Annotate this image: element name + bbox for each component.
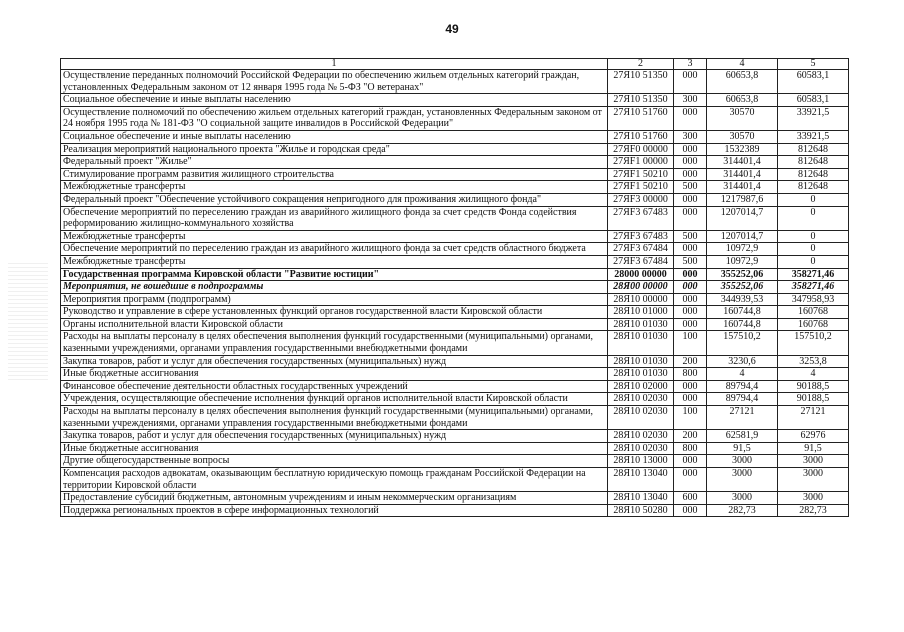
row-code-cell: 27ЯF3 67483 xyxy=(608,230,674,243)
row-value-year2-cell: 60583,1 xyxy=(778,70,849,94)
row-value-year2-cell: 0 xyxy=(778,230,849,243)
row-value-year1-cell: 91,5 xyxy=(707,442,778,455)
row-type-cell: 000 xyxy=(674,281,707,294)
table-row xyxy=(61,281,849,294)
row-value-year1-cell: 30570 xyxy=(707,130,778,143)
row-type-cell: 000 xyxy=(674,143,707,156)
column-header-4: 4 xyxy=(707,59,778,70)
table-row xyxy=(61,504,849,517)
row-type-cell: 200 xyxy=(674,430,707,443)
row-value-year1-cell: 60653,8 xyxy=(707,70,778,94)
row-value-year2-cell: 3000 xyxy=(778,468,849,492)
table-row xyxy=(61,243,849,256)
row-value-year2-cell: 0 xyxy=(778,255,849,268)
row-value-year2-cell: 3000 xyxy=(778,455,849,468)
row-type-cell: 000 xyxy=(674,106,707,130)
row-name-cell: Реализация мероприятий национального проекта "Жилье и городская среда" xyxy=(61,143,608,156)
row-value-year2-cell: 60583,1 xyxy=(778,94,849,107)
row-code-cell: 27ЯF3 00000 xyxy=(608,193,674,206)
row-value-year1-cell: 3230,6 xyxy=(707,355,778,368)
row-value-year2-cell: 0 xyxy=(778,206,849,230)
table-row xyxy=(61,318,849,331)
row-type-cell: 200 xyxy=(674,355,707,368)
row-code-cell: 27Я10 51760 xyxy=(608,130,674,143)
row-name-cell: Иные бюджетные ассигнования xyxy=(61,442,608,455)
table-row xyxy=(61,355,849,368)
row-name-cell: Компенсация расходов адвокатам, оказывающим бесплатную юридическую помощь гражданам Российской Федерации на территории Кировской области xyxy=(61,468,608,492)
row-name-cell: Федеральный проект "Жилье" xyxy=(61,156,608,169)
table-row xyxy=(61,143,849,156)
row-code-cell: 28Я10 02030 xyxy=(608,406,674,430)
row-name-cell: Руководство и управление в сфере установленных функций органов государственной власти Кировской области xyxy=(61,306,608,319)
row-value-year1-cell: 3000 xyxy=(707,492,778,505)
row-type-cell: 000 xyxy=(674,393,707,406)
row-value-year1-cell: 1207014,7 xyxy=(707,206,778,230)
row-code-cell: 28Я10 00000 xyxy=(608,293,674,306)
row-value-year1-cell: 10972,9 xyxy=(707,243,778,256)
row-value-year2-cell: 90188,5 xyxy=(778,380,849,393)
row-value-year1-cell: 62581,9 xyxy=(707,430,778,443)
row-name-cell: Стимулирование программ развития жилищного строительства xyxy=(61,168,608,181)
table-header-row xyxy=(61,59,849,70)
table-row xyxy=(61,255,849,268)
row-value-year1-cell: 1532389 xyxy=(707,143,778,156)
row-name-cell: Другие общегосударственные вопросы xyxy=(61,455,608,468)
row-type-cell: 000 xyxy=(674,206,707,230)
row-type-cell: 000 xyxy=(674,380,707,393)
row-type-cell: 500 xyxy=(674,181,707,194)
row-type-cell: 100 xyxy=(674,406,707,430)
row-name-cell: Мероприятия программ (подпрограмм) xyxy=(61,293,608,306)
row-code-cell: 28Я10 02030 xyxy=(608,430,674,443)
table-row xyxy=(61,94,849,107)
table-row xyxy=(61,393,849,406)
row-name-cell: Межбюджетные трансферты xyxy=(61,255,608,268)
row-type-cell: 000 xyxy=(674,193,707,206)
row-value-year2-cell: 358271,46 xyxy=(778,268,849,281)
table-row xyxy=(61,168,849,181)
table-row xyxy=(61,156,849,169)
row-value-year2-cell: 282,73 xyxy=(778,504,849,517)
table-row xyxy=(61,106,849,130)
row-code-cell: 28Я10 02030 xyxy=(608,442,674,455)
row-name-cell: Мероприятия, не вошедшие в подпрограммы xyxy=(61,281,608,294)
table-row xyxy=(61,293,849,306)
row-name-cell: Расходы на выплаты персоналу в целях обеспечения выполнения функций государственными (муниципальными) органами, казенными учреждениями, органами управления государственными внебюджетными фондами xyxy=(61,406,608,430)
table-row xyxy=(61,380,849,393)
row-value-year2-cell: 91,5 xyxy=(778,442,849,455)
row-value-year1-cell: 89794,4 xyxy=(707,380,778,393)
table-row xyxy=(61,193,849,206)
row-name-cell: Иные бюджетные ассигнования xyxy=(61,368,608,381)
row-name-cell: Осуществление переданных полномочий Российской Федерации по обеспечению жильем отдельных категорий граждан, установленных Федеральным законом от 12 января 1995 года № 5-ФЗ "О ветеранах" xyxy=(61,70,608,94)
table-row xyxy=(61,230,849,243)
row-value-year1-cell: 314401,4 xyxy=(707,168,778,181)
row-type-cell: 000 xyxy=(674,268,707,281)
row-code-cell: 28Я10 13040 xyxy=(608,468,674,492)
row-value-year2-cell: 4 xyxy=(778,368,849,381)
row-name-cell: Предоставление субсидий бюджетным, автономным учреждениям и иным некоммерческим организациям xyxy=(61,492,608,505)
row-code-cell: 27ЯF3 67483 xyxy=(608,206,674,230)
row-code-cell: 28Я10 13040 xyxy=(608,492,674,505)
row-type-cell: 000 xyxy=(674,168,707,181)
table-row xyxy=(61,306,849,319)
row-value-year2-cell: 3253,8 xyxy=(778,355,849,368)
row-type-cell: 500 xyxy=(674,255,707,268)
row-value-year1-cell: 282,73 xyxy=(707,504,778,517)
row-value-year1-cell: 1217987,6 xyxy=(707,193,778,206)
row-value-year2-cell: 157510,2 xyxy=(778,331,849,355)
row-value-year2-cell: 0 xyxy=(778,243,849,256)
row-code-cell: 27Я10 51350 xyxy=(608,94,674,107)
row-type-cell: 000 xyxy=(674,293,707,306)
row-code-cell: 28Я10 13000 xyxy=(608,455,674,468)
row-value-year1-cell: 160744,8 xyxy=(707,318,778,331)
row-type-cell: 000 xyxy=(674,243,707,256)
margin-scan-noise xyxy=(8,260,48,380)
row-value-year1-cell: 314401,4 xyxy=(707,181,778,194)
row-value-year2-cell: 812648 xyxy=(778,143,849,156)
row-name-cell: Обеспечение мероприятий по переселению граждан из аварийного жилищного фонда за счет средств областного бюджета xyxy=(61,243,608,256)
table-row xyxy=(61,268,849,281)
row-type-cell: 000 xyxy=(674,318,707,331)
row-value-year1-cell: 157510,2 xyxy=(707,331,778,355)
table-row xyxy=(61,331,849,355)
column-header-1: 1 xyxy=(61,59,608,70)
row-code-cell: 27ЯF1 50210 xyxy=(608,181,674,194)
row-name-cell: Государственная программа Кировской области "Развитие юстиции" xyxy=(61,268,608,281)
column-header-3: 3 xyxy=(674,59,707,70)
row-name-cell: Органы исполнительной власти Кировской области xyxy=(61,318,608,331)
row-value-year1-cell: 160744,8 xyxy=(707,306,778,319)
row-name-cell: Федеральный проект "Обеспечение устойчивого сокращения непригодного для проживания жилищного фонда" xyxy=(61,193,608,206)
row-value-year1-cell: 314401,4 xyxy=(707,156,778,169)
page-number: 49 xyxy=(445,22,459,36)
row-value-year2-cell: 90188,5 xyxy=(778,393,849,406)
row-value-year1-cell: 27121 xyxy=(707,406,778,430)
table-row xyxy=(61,206,849,230)
row-value-year2-cell: 812648 xyxy=(778,181,849,194)
row-name-cell: Финансовое обеспечение деятельности областных государственных учреждений xyxy=(61,380,608,393)
row-name-cell: Межбюджетные трансферты xyxy=(61,181,608,194)
table-row xyxy=(61,130,849,143)
row-value-year2-cell: 812648 xyxy=(778,168,849,181)
row-value-year1-cell: 30570 xyxy=(707,106,778,130)
row-code-cell: 28Я10 50280 xyxy=(608,504,674,517)
row-code-cell: 27ЯF1 00000 xyxy=(608,156,674,169)
row-value-year1-cell: 3000 xyxy=(707,468,778,492)
table-row xyxy=(61,368,849,381)
row-value-year2-cell: 27121 xyxy=(778,406,849,430)
row-name-cell: Межбюджетные трансферты xyxy=(61,230,608,243)
table-row xyxy=(61,455,849,468)
row-name-cell: Обеспечение мероприятий по переселению граждан из аварийного жилищного фонда за счет средств Фонда содействия реформированию жилищно-коммунального хозяйства xyxy=(61,206,608,230)
budget-table xyxy=(60,58,849,517)
row-name-cell: Осуществление полномочий по обеспечению жильем отдельных категорий граждан, установленных Федеральным законом от 24 ноября 1995 года № 181-ФЗ "О социальной защите инвалидов в Российской Федерации" xyxy=(61,106,608,130)
row-code-cell: 28Я10 01000 xyxy=(608,306,674,319)
row-value-year2-cell: 160768 xyxy=(778,318,849,331)
row-code-cell: 27ЯF3 67484 xyxy=(608,243,674,256)
row-name-cell: Расходы на выплаты персоналу в целях обеспечения выполнения функций государственными (муниципальными) органами, казенными учреждениями, органами управления государственными внебюджетными фондами xyxy=(61,331,608,355)
row-type-cell: 000 xyxy=(674,156,707,169)
row-value-year1-cell: 89794,4 xyxy=(707,393,778,406)
row-code-cell: 28Я10 02000 xyxy=(608,380,674,393)
row-type-cell: 600 xyxy=(674,492,707,505)
row-value-year2-cell: 33921,5 xyxy=(778,106,849,130)
row-value-year1-cell: 3000 xyxy=(707,455,778,468)
table-row xyxy=(61,406,849,430)
row-code-cell: 28000 00000 xyxy=(608,268,674,281)
row-name-cell: Социальное обеспечение и иные выплаты населению xyxy=(61,94,608,107)
row-code-cell: 28Я00 00000 xyxy=(608,281,674,294)
row-code-cell: 28Я10 01030 xyxy=(608,368,674,381)
column-header-2: 2 xyxy=(608,59,674,70)
row-value-year2-cell: 33921,5 xyxy=(778,130,849,143)
table-row xyxy=(61,181,849,194)
table-row xyxy=(61,70,849,94)
table-row xyxy=(61,492,849,505)
row-type-cell: 000 xyxy=(674,455,707,468)
row-type-cell: 500 xyxy=(674,230,707,243)
row-type-cell: 000 xyxy=(674,306,707,319)
row-value-year2-cell: 358271,46 xyxy=(778,281,849,294)
row-type-cell: 300 xyxy=(674,94,707,107)
row-type-cell: 000 xyxy=(674,504,707,517)
row-name-cell: Поддержка региональных проектов в сфере информационных технологий xyxy=(61,504,608,517)
row-type-cell: 800 xyxy=(674,368,707,381)
row-value-year1-cell: 1207014,7 xyxy=(707,230,778,243)
row-value-year2-cell: 62976 xyxy=(778,430,849,443)
row-value-year2-cell: 347958,93 xyxy=(778,293,849,306)
row-code-cell: 27ЯF0 00000 xyxy=(608,143,674,156)
table-row xyxy=(61,468,849,492)
row-code-cell: 27ЯF3 67484 xyxy=(608,255,674,268)
row-type-cell: 000 xyxy=(674,70,707,94)
row-value-year1-cell: 60653,8 xyxy=(707,94,778,107)
row-code-cell: 28Я10 01030 xyxy=(608,318,674,331)
row-value-year1-cell: 10972,9 xyxy=(707,255,778,268)
row-code-cell: 28Я10 01030 xyxy=(608,331,674,355)
row-name-cell: Социальное обеспечение и иные выплаты населению xyxy=(61,130,608,143)
row-type-cell: 800 xyxy=(674,442,707,455)
row-code-cell: 28Я10 01030 xyxy=(608,355,674,368)
row-value-year2-cell: 0 xyxy=(778,193,849,206)
row-code-cell: 27Я10 51760 xyxy=(608,106,674,130)
row-code-cell: 27Я10 51350 xyxy=(608,70,674,94)
row-code-cell: 28Я10 02030 xyxy=(608,393,674,406)
row-name-cell: Закупка товаров, работ и услуг для обеспечения государственных (муниципальных) нужд xyxy=(61,355,608,368)
row-name-cell: Закупка товаров, работ и услуг для обеспечения государственных (муниципальных) нужд xyxy=(61,430,608,443)
table-row xyxy=(61,430,849,443)
row-value-year1-cell: 355252,06 xyxy=(707,268,778,281)
row-value-year1-cell: 344939,53 xyxy=(707,293,778,306)
row-value-year2-cell: 812648 xyxy=(778,156,849,169)
row-value-year2-cell: 3000 xyxy=(778,492,849,505)
row-value-year2-cell: 160768 xyxy=(778,306,849,319)
row-value-year1-cell: 355252,06 xyxy=(707,281,778,294)
row-value-year1-cell: 4 xyxy=(707,368,778,381)
row-name-cell: Учреждения, осуществляющие обеспечение исполнения функций органов исполнительной власти Кировской области xyxy=(61,393,608,406)
row-type-cell: 100 xyxy=(674,331,707,355)
column-header-5: 5 xyxy=(778,59,849,70)
table-row xyxy=(61,442,849,455)
row-type-cell: 300 xyxy=(674,130,707,143)
row-code-cell: 27ЯF1 50210 xyxy=(608,168,674,181)
row-type-cell: 000 xyxy=(674,468,707,492)
